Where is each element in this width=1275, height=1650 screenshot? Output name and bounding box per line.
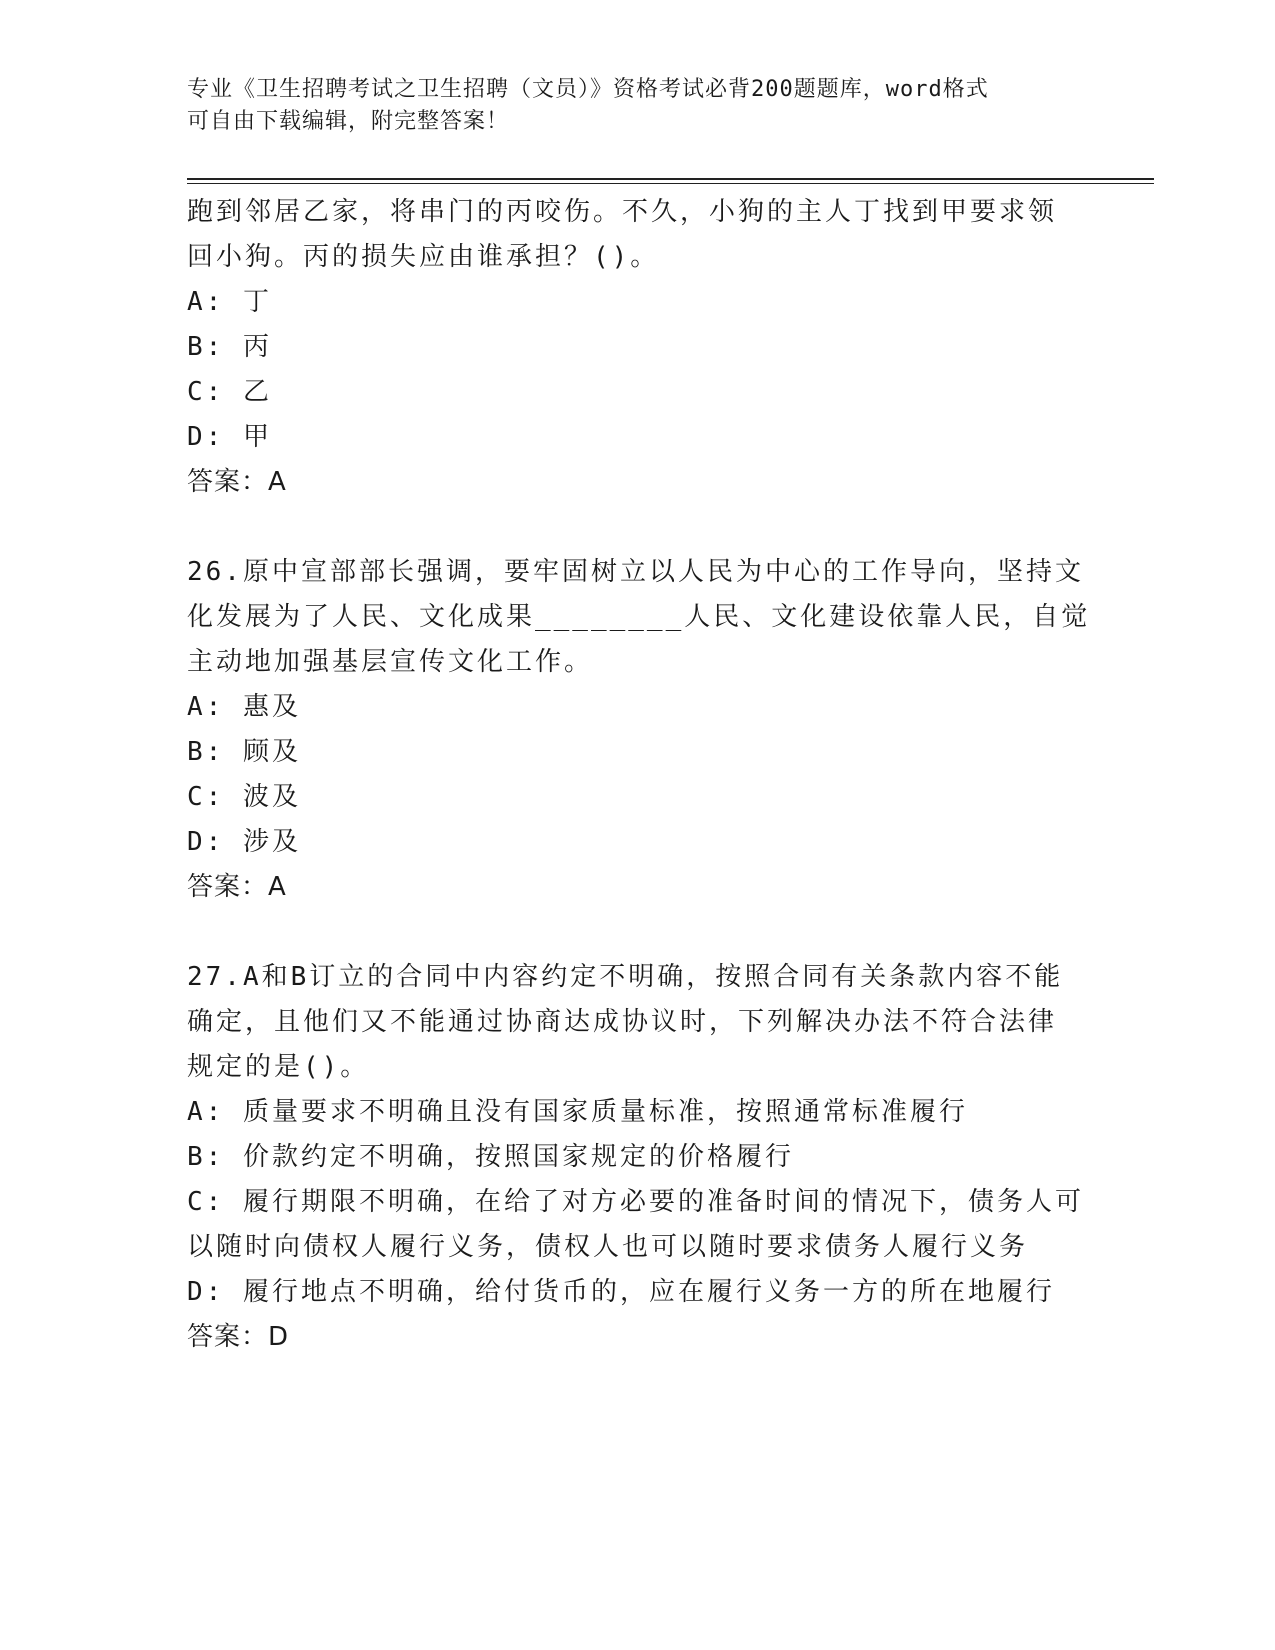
option-c: C: 履行期限不明确，在给了对方必要的准备时间的情况下，债务人可 (187, 1187, 1084, 1217)
question-26 (187, 550, 1091, 910)
header-divider-thick (187, 178, 1154, 180)
option-a: A: 惠及 (187, 692, 301, 722)
option-c: C: 乙 (187, 377, 272, 407)
question-stem-line: 跑到邻居乙家，将串门的丙咬伤。不久，小狗的主人丁找到甲要求领 (187, 197, 1058, 227)
question-stem-line: 化发展为了人民、文化成果________人民、文化建设依靠人民，自觉 (187, 602, 1091, 632)
option-b: B: 顾及 (187, 737, 301, 767)
option-b: B: 丙 (187, 332, 272, 362)
header-divider-thin (187, 183, 1154, 184)
answer-label: 答案：A (187, 872, 287, 902)
answer-label: 答案：A (187, 467, 287, 497)
document-header (187, 74, 1087, 138)
question-stem-line: 26.原中宣部部长强调，要牢固树立以人民为中心的工作导向，坚持文 (187, 557, 1084, 587)
option-b: B: 价款约定不明确，按照国家规定的价格履行 (187, 1142, 794, 1172)
question-stem-line: 27.A和B订立的合同中内容约定不明确，按照合同有关条款内容不能 (187, 962, 1064, 992)
option-a: A: 质量要求不明确且没有国家质量标准，按照通常标准履行 (187, 1097, 968, 1127)
option-d: D: 甲 (187, 422, 272, 452)
option-a: A: 丁 (187, 287, 272, 317)
option-c: C: 波及 (187, 782, 301, 812)
question-spacer (187, 910, 1087, 955)
option-c-continuation: 以随时向债权人履行义务，债权人也可以随时要求债务人履行义务 (187, 1232, 1029, 1262)
question-stem-line: 主动地加强基层宣传文化工作。 (187, 647, 594, 677)
question-stem-line: 回小狗。丙的损失应由谁承担？()。 (187, 242, 660, 272)
option-d: D: 涉及 (187, 827, 301, 857)
question-25 (187, 190, 1087, 505)
question-27 (187, 955, 1087, 1360)
option-d: D: 履行地点不明确，给付货币的，应在履行义务一方的所在地履行 (187, 1277, 1055, 1307)
question-spacer (187, 505, 1087, 550)
header-title-line-2: 可自由下载编辑，附完整答案！ (187, 109, 510, 134)
question-stem-line: 规定的是()。 (187, 1052, 370, 1082)
question-list (187, 190, 1091, 1360)
answer-label: 答案：D (187, 1322, 290, 1352)
question-stem-line: 确定，且他们又不能通过协商达成协议时，下列解决办法不符合法律 (187, 1007, 1058, 1037)
header-title-line-1: 专业《卫生招聘考试之卫生招聘（文员）》资格考试必背200题题库，word格式 (187, 77, 989, 102)
